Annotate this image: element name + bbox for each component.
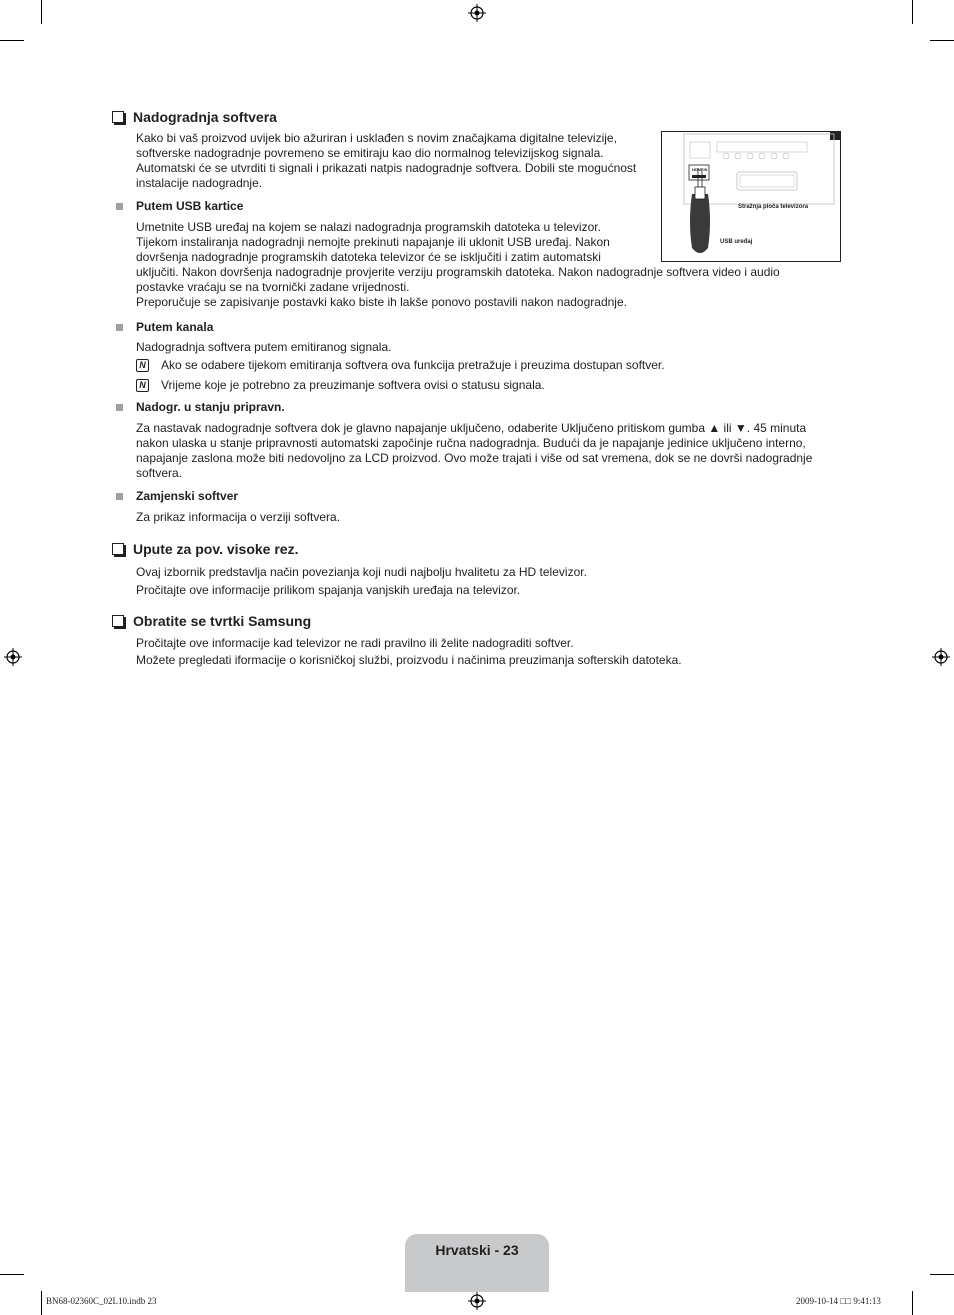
text-line: postavke vraćaju se na tvornički zadane vrijednosti. (136, 280, 410, 294)
subheading-text: Putem kanala (136, 320, 214, 334)
text-line: dovršenja nadogradnje programskih datoteka televizor će se isključiti i zatim automatski (136, 250, 601, 264)
subheading-standby (116, 400, 285, 414)
text-line: uključiti. Nakon dovršenja nadogradnje provjerite verziju programskih datoteka. Nakon nadogradnje softvera video i audio (136, 265, 780, 279)
registration-mark-icon (468, 1292, 486, 1310)
imprint-datetime: 2009-10-14 □□ 9:41:13 (796, 1296, 881, 1306)
registration-mark-icon (468, 4, 486, 22)
checkbox-square-icon (112, 111, 124, 123)
standby-paragraph (136, 421, 812, 481)
subheading-usb (116, 199, 243, 213)
text-line: Pročitajte ove informacije prilikom spajanja vanjskih uređaja na televizor. (136, 583, 521, 597)
crop-mark (41, 1291, 42, 1315)
crop-mark (41, 0, 42, 24)
section-heading-hd (112, 541, 298, 557)
note-item (136, 378, 545, 393)
figure-caption-port: HDMI IN (692, 167, 708, 172)
text-line: Za nastavak nadogradnje softvera dok je glavno napajanje uključeno, odaberite Uključeno pritiskom gumba ▲ ili ▼. 45 minuta (136, 421, 807, 435)
text-line: Pročitajte ove informacije kad televizor ne radi pravilno ili želite nadograditi softver. (136, 636, 574, 650)
section-heading-upgrade (112, 109, 277, 125)
text-line: Umetnite USB uređaj na kojem se nalazi nadogradnja programskih datoteka u televizor. (136, 220, 601, 234)
square-bullet-icon (116, 493, 123, 500)
note-text: Ako se odabere tijekom emitiranja softvera ova funkcija pretražuje i preuzima dostupan softver. (161, 358, 665, 372)
text-line: Preporučuje se zapisivanje postavki kako biste ih lakše ponovo postavili nakon nadogradnje. (136, 295, 627, 309)
section-title: Nadogradnja softvera (133, 109, 277, 125)
text-line: Možete pregledati iformacije o korisničkoj službi, proizvodu i načinima preuzimanja softerskih datoteka. (136, 653, 682, 667)
subheading-alternate (116, 489, 238, 503)
crop-mark (912, 0, 913, 24)
section-title: Upute za pov. visoke rez. (133, 541, 299, 557)
figure-caption-panel: Stražnja ploča televizora (738, 204, 809, 210)
text-line: softverske nadogradnje povremeno se emitiraju kao dio normalnog televizijskog signala. (136, 146, 604, 160)
note-text: Vrijeme koje je potrebno za preuzimanje softvera ovisi o statusu signala. (161, 378, 545, 392)
subheading-channel (116, 320, 213, 334)
note-n-icon: N (136, 379, 149, 392)
imprint-file: BN68-02360C_02L10.indb 23 (46, 1296, 157, 1306)
note-item (136, 358, 665, 373)
section-title: Obratite se tvrtki Samsung (133, 613, 312, 629)
registration-mark-icon (4, 648, 22, 666)
text-line: nakon ulaska u stanje pripravnosti automatski započinje ručna nadogradnja. Budući da je napajanje jedinice uključeno interno, (136, 436, 806, 450)
crop-mark (912, 1291, 913, 1315)
intro-paragraph (136, 131, 636, 191)
note-n-icon: N (136, 359, 149, 372)
text-line: napajanje zaslona može biti nedovoljno za LCD proizvod. Ovo može trajati i više od sat vremena, dok se ne dovrši nadogradnje (136, 451, 813, 465)
page-number-tab (405, 1234, 549, 1292)
text-line: Automatski će se utvrditi ti signali i prikazati natpis nadogradnje softvera. Dobili ste mogućnost (136, 161, 637, 175)
text-line: Ovaj izbornik predstavlja način povezianja koji nudi najbolju hvalitetu za HD televizor. (136, 565, 587, 579)
text-line: instalacije nadogradnje. (136, 176, 263, 190)
subheading-text: Putem USB kartice (136, 199, 244, 213)
figure-caption-usb: USB uređaj (720, 239, 753, 245)
hd-paragraph (136, 563, 587, 599)
alternate-line: Za prikaz informacija o verziji softvera. (136, 510, 341, 524)
crop-mark (0, 40, 24, 41)
square-bullet-icon (116, 404, 123, 411)
crop-mark (0, 1274, 24, 1275)
checkbox-square-icon (112, 615, 124, 627)
registration-mark-icon (932, 648, 950, 666)
square-bullet-icon (116, 203, 123, 210)
channel-line: Nadogradnja softvera putem emitiranog signala. (136, 340, 392, 354)
checkbox-square-icon (112, 543, 124, 555)
text-line: Kako bi vaš proizvod uvijek bio ažuriran i usklađen s novim značajkama digitalne televizije, (136, 131, 617, 145)
text-line: softvera. (136, 466, 183, 480)
subheading-text: Nadogr. u stanju pripravn. (136, 400, 285, 414)
page-number: Hrvatski - 23 (435, 1242, 519, 1258)
text-line: Tijekom instaliranja nadogradnji nemojte prekinuti napajanje ili uklonit USB uređaj. Nakon (136, 235, 610, 249)
subheading-text: Zamjenski softver (136, 489, 239, 503)
crop-mark (930, 40, 954, 41)
samsung-paragraph (136, 635, 682, 669)
section-heading-samsung (112, 613, 311, 629)
square-bullet-icon (116, 324, 123, 331)
crop-mark (930, 1274, 954, 1275)
usb-paragraph (136, 220, 780, 310)
